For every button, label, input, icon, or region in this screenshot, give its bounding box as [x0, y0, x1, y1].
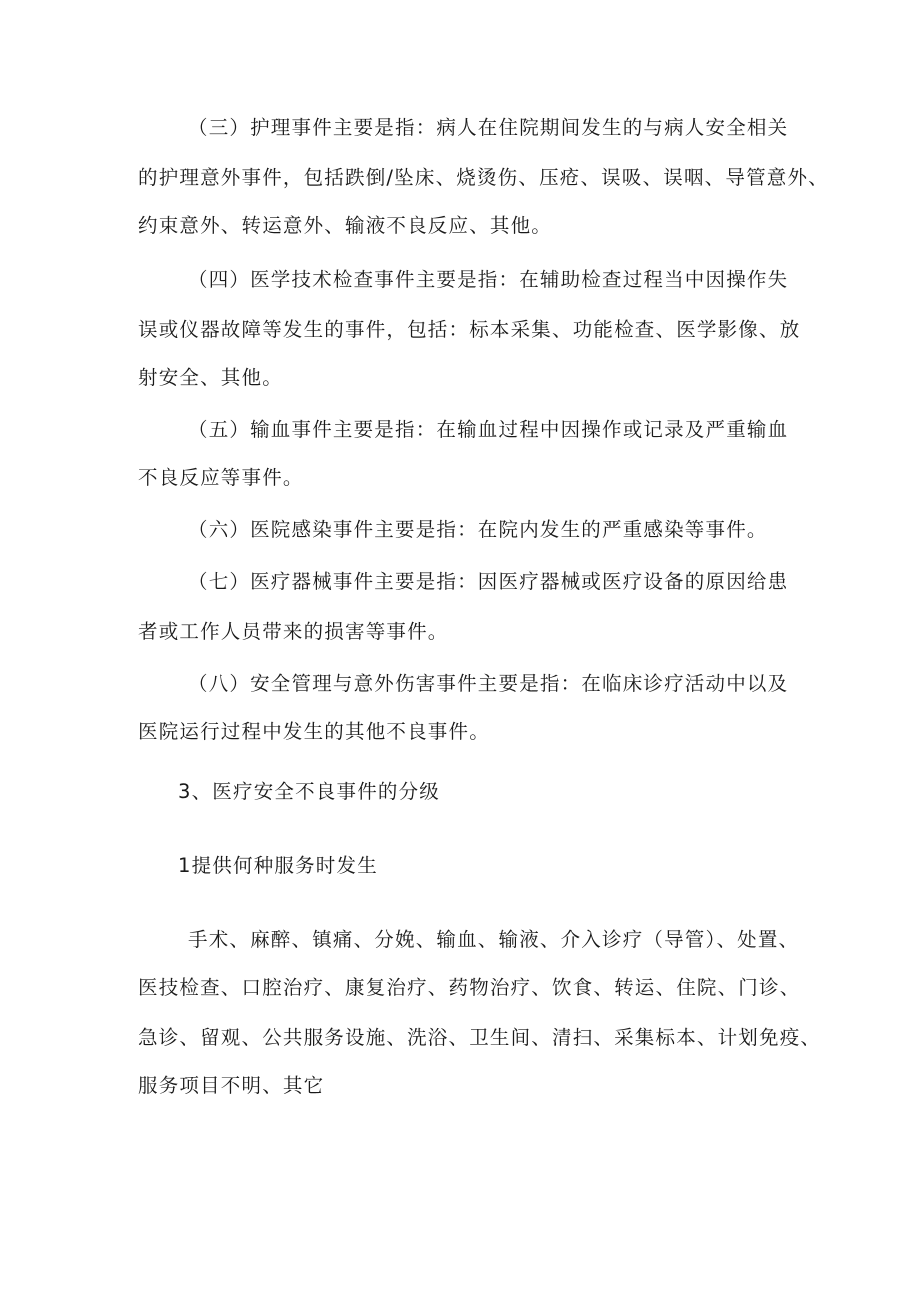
paragraph-3-line-1: （三）护理事件主要是指：病人在住院期间发生的与病人安全相关: [188, 116, 789, 139]
services-line-4: 服务项目不明、其它: [138, 1074, 325, 1097]
paragraph-8-line-1: （八）安全管理与意外伤害事件主要是指：在临床诊疗活动中以及: [188, 672, 789, 695]
paragraph-8-line-2: 医院运行过程中发生的其他不良事件。: [138, 720, 490, 743]
section-heading: 3、医疗安全不良事件的分级: [178, 780, 441, 803]
paragraph-6-line-1: （六）医院感染事件主要是指：在院内发生的严重感染等事件。: [188, 518, 768, 541]
paragraph-3-line-3: 约束意外、转运意外、输液不良反应、其他。: [138, 214, 553, 237]
services-line-3: 急诊、留观、公共服务设施、洗浴、卫生间、清扫、采集标本、计划免疫、: [138, 1026, 822, 1049]
sub-heading: 1提供何种服务时发生: [178, 854, 378, 877]
paragraph-4-line-3: 射安全、其他。: [138, 366, 283, 389]
services-line-2: 医技检查、口腔治疗、康复治疗、药物治疗、饮食、转运、住院、门诊、: [138, 976, 801, 999]
paragraph-5-line-1: （五）输血事件主要是指：在输血过程中因操作或记录及严重输血: [188, 418, 789, 441]
paragraph-7-line-2: 者或工作人员带来的损害等事件。: [138, 620, 449, 643]
paragraph-4-line-1: （四）医学技术检查事件主要是指：在辅助检查过程当中因操作失: [188, 268, 789, 291]
paragraph-7-line-1: （七）医疗器械事件主要是指：因医疗器械或医疗设备的原因给患: [188, 570, 789, 593]
services-line-1: 手术、麻醉、镇痛、分娩、输血、输液、介入诊疗（导管）、处置、: [188, 928, 800, 951]
paragraph-5-line-2: 不良反应等事件。: [138, 466, 304, 489]
paragraph-4-line-2: 误或仪器故障等发生的事件，包括：标本采集、功能检查、医学影像、放: [138, 318, 801, 341]
paragraph-3-line-2: 的护理意外事件，包括跌倒/坠床、烧烫伤、压疮、误吸、误咽、导管意外、: [138, 166, 829, 189]
